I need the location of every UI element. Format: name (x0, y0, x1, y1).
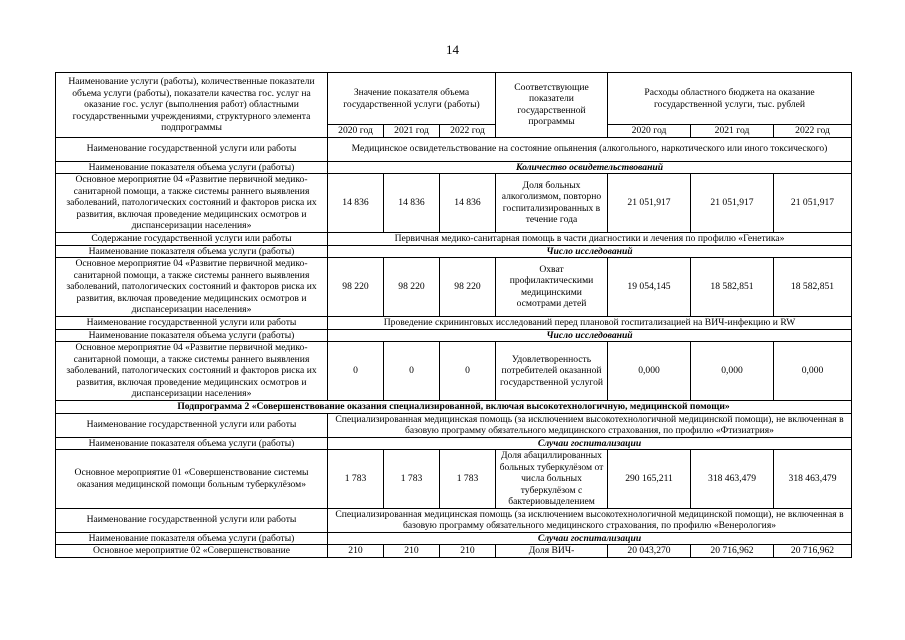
indicator-name-cell: Количество освидетельствований (328, 161, 852, 174)
table-row (56, 450, 852, 509)
indicator-name-cell: Случаи госпитализации (328, 437, 852, 450)
expense-value-cell: 318 463,479 (691, 450, 774, 509)
indicator-row (56, 161, 852, 174)
indicator-label-cell: Наименование показателя объема услуги (работы) (56, 437, 328, 450)
volume-value-cell: 210 (328, 545, 384, 558)
program-indicator-cell: Охват профилактическими медицинскими осмотрами детей (496, 258, 608, 317)
expense-value-cell: 18 582,851 (774, 258, 852, 317)
volume-value-cell: 1 783 (384, 450, 440, 509)
service-name-cell: Первичная медико-санитарная помощь в части диагностики и лечения по профилю «Генетика» (328, 232, 852, 245)
budget-table (55, 72, 852, 558)
header-expenses-cell: Расходы областного бюджета на оказание государственной услуги, тыс. рублей (608, 73, 852, 125)
volume-value-cell: 210 (440, 545, 496, 558)
service-name-cell: Медицинское освидетельствование на состояние опьянения (алкогольного, наркотического или иного токсического) (328, 137, 852, 161)
year-cell: 2021 год (384, 125, 440, 138)
service-label-cell: Наименование государственной услуги или работы (56, 413, 328, 437)
volume-value-cell: 98 220 (384, 258, 440, 317)
volume-value-cell: 210 (384, 545, 440, 558)
service-label-cell: Наименование государственной услуги или работы (56, 137, 328, 161)
expense-value-cell: 20 043,270 (608, 545, 691, 558)
indicator-label-cell: Наименование показателя объема услуги (работы) (56, 245, 328, 258)
header-indicator-cell: Соответствующие показатели государственной программы (496, 73, 608, 138)
table-row (56, 174, 852, 233)
activity-cell: Основное мероприятие 02 «Совершенствование (56, 545, 328, 558)
table-row (56, 258, 852, 317)
indicator-name-cell: Число исследований (328, 245, 852, 258)
activity-cell: Основное мероприятие 04 «Развитие первичной медико-санитарной помощи, а также системы раннего выявления заболеваний, патологических состояний и факторов риска их развития, включая проведение медицинских осмотров и диспансеризации населения» (56, 174, 328, 233)
volume-value-cell: 14 836 (384, 174, 440, 233)
volume-value-cell: 0 (384, 342, 440, 401)
volume-value-cell: 1 783 (328, 450, 384, 509)
table-header-row (56, 73, 852, 125)
expense-value-cell: 0,000 (691, 342, 774, 401)
expense-value-cell: 0,000 (608, 342, 691, 401)
indicator-row (56, 532, 852, 545)
expense-value-cell: 21 051,917 (774, 174, 852, 233)
volume-value-cell: 98 220 (440, 258, 496, 317)
page-number: 14 (446, 42, 459, 57)
activity-cell: Основное мероприятие 04 «Развитие первичной медико-санитарной помощи, а также системы раннего выявления заболеваний, патологических состояний и факторов риска их развития, включая проведение медицинских осмотров и диспансеризации населения» (56, 342, 328, 401)
volume-value-cell: 1 783 (440, 450, 496, 509)
year-cell: 2020 год (328, 125, 384, 138)
subprogram-row (56, 401, 852, 414)
program-indicator-cell: Доля ВИЧ- (496, 545, 608, 558)
indicator-row (56, 245, 852, 258)
subprogram-title: Подпрограмма 2 «Совершенствование оказания специализированной, включая высокотехнологичную, медицинской помощи» (56, 401, 852, 414)
year-cell: 2022 год (774, 125, 852, 138)
program-indicator-cell: Доля абациллированных больных туберкулёзом от числа больных туберкулёзом с бактериовыделением (496, 450, 608, 509)
service-name-cell: Специализированная медицинская помощь (за исключением высокотехнологичной медицинской помощи), не включенная в базовую программу обязательного медицинского страхования, по профилю «Венерология» (328, 508, 852, 532)
indicator-label-cell: Наименование показателя объема услуги (работы) (56, 532, 328, 545)
expense-value-cell: 21 051,917 (608, 174, 691, 233)
service-row (56, 137, 852, 161)
expense-value-cell: 20 716,962 (691, 545, 774, 558)
service-row (56, 232, 852, 245)
expense-value-cell: 19 054,145 (608, 258, 691, 317)
volume-value-cell: 0 (440, 342, 496, 401)
service-row (56, 413, 852, 437)
table-row (56, 342, 852, 401)
indicator-label-cell: Наименование показателя объема услуги (работы) (56, 161, 328, 174)
expense-value-cell: 290 165,211 (608, 450, 691, 509)
volume-value-cell: 14 836 (328, 174, 384, 233)
indicator-row (56, 329, 852, 342)
indicator-label-cell: Наименование показателя объема услуги (работы) (56, 329, 328, 342)
service-name-cell: Специализированная медицинская помощь (за исключением высокотехнологичной медицинской помощи), не включенная в базовую программу обязательного медицинского страхования, по профилю «Фтизиатрия» (328, 413, 852, 437)
volume-value-cell: 14 836 (440, 174, 496, 233)
service-label-cell: Наименование государственной услуги или работы (56, 508, 328, 532)
expense-value-cell: 318 463,479 (774, 450, 852, 509)
header-name-cell: Наименование услуги (работы), количественные показатели объема услуги (работы), показатели качества гос. услуг на оказание гос. услуг (выполнения работ) областными государственными учреждениями, структурного элемента подпрограммы (56, 73, 328, 138)
expense-value-cell: 21 051,917 (691, 174, 774, 233)
activity-cell: Основное мероприятие 01 «Совершенствование системы оказания медицинской помощи больным туберкулёзом» (56, 450, 328, 509)
table-row (56, 545, 852, 558)
expense-value-cell: 20 716,962 (774, 545, 852, 558)
program-indicator-cell: Доля больных алкоголизмом, повторно госпитализированных в течение года (496, 174, 608, 233)
service-row (56, 508, 852, 532)
year-cell: 2021 год (691, 125, 774, 138)
service-name-cell: Проведение скрининговых исследований перед плановой госпитализацией на ВИЧ-инфекцию и RW (328, 316, 852, 329)
volume-value-cell: 0 (328, 342, 384, 401)
indicator-row (56, 437, 852, 450)
expense-value-cell: 0,000 (774, 342, 852, 401)
activity-cell: Основное мероприятие 04 «Развитие первичной медико-санитарной помощи, а также системы раннего выявления заболеваний, патологических состояний и факторов риска их развития, включая проведение медицинских осмотров и диспансеризации населения» (56, 258, 328, 317)
service-label-cell: Содержание государственной услуги или работы (56, 232, 328, 245)
service-label-cell: Наименование государственной услуги или работы (56, 316, 328, 329)
expense-value-cell: 18 582,851 (691, 258, 774, 317)
indicator-name-cell: Случаи госпитализации (328, 532, 852, 545)
service-row (56, 316, 852, 329)
year-cell: 2020 год (608, 125, 691, 138)
program-indicator-cell: Удовлетворенность потребителей оказанной государственной услугой (496, 342, 608, 401)
year-cell: 2022 год (440, 125, 496, 138)
volume-value-cell: 98 220 (328, 258, 384, 317)
header-volume-cell: Значение показателя объема государственной услуги (работы) (328, 73, 496, 125)
indicator-name-cell: Число исследований (328, 329, 852, 342)
